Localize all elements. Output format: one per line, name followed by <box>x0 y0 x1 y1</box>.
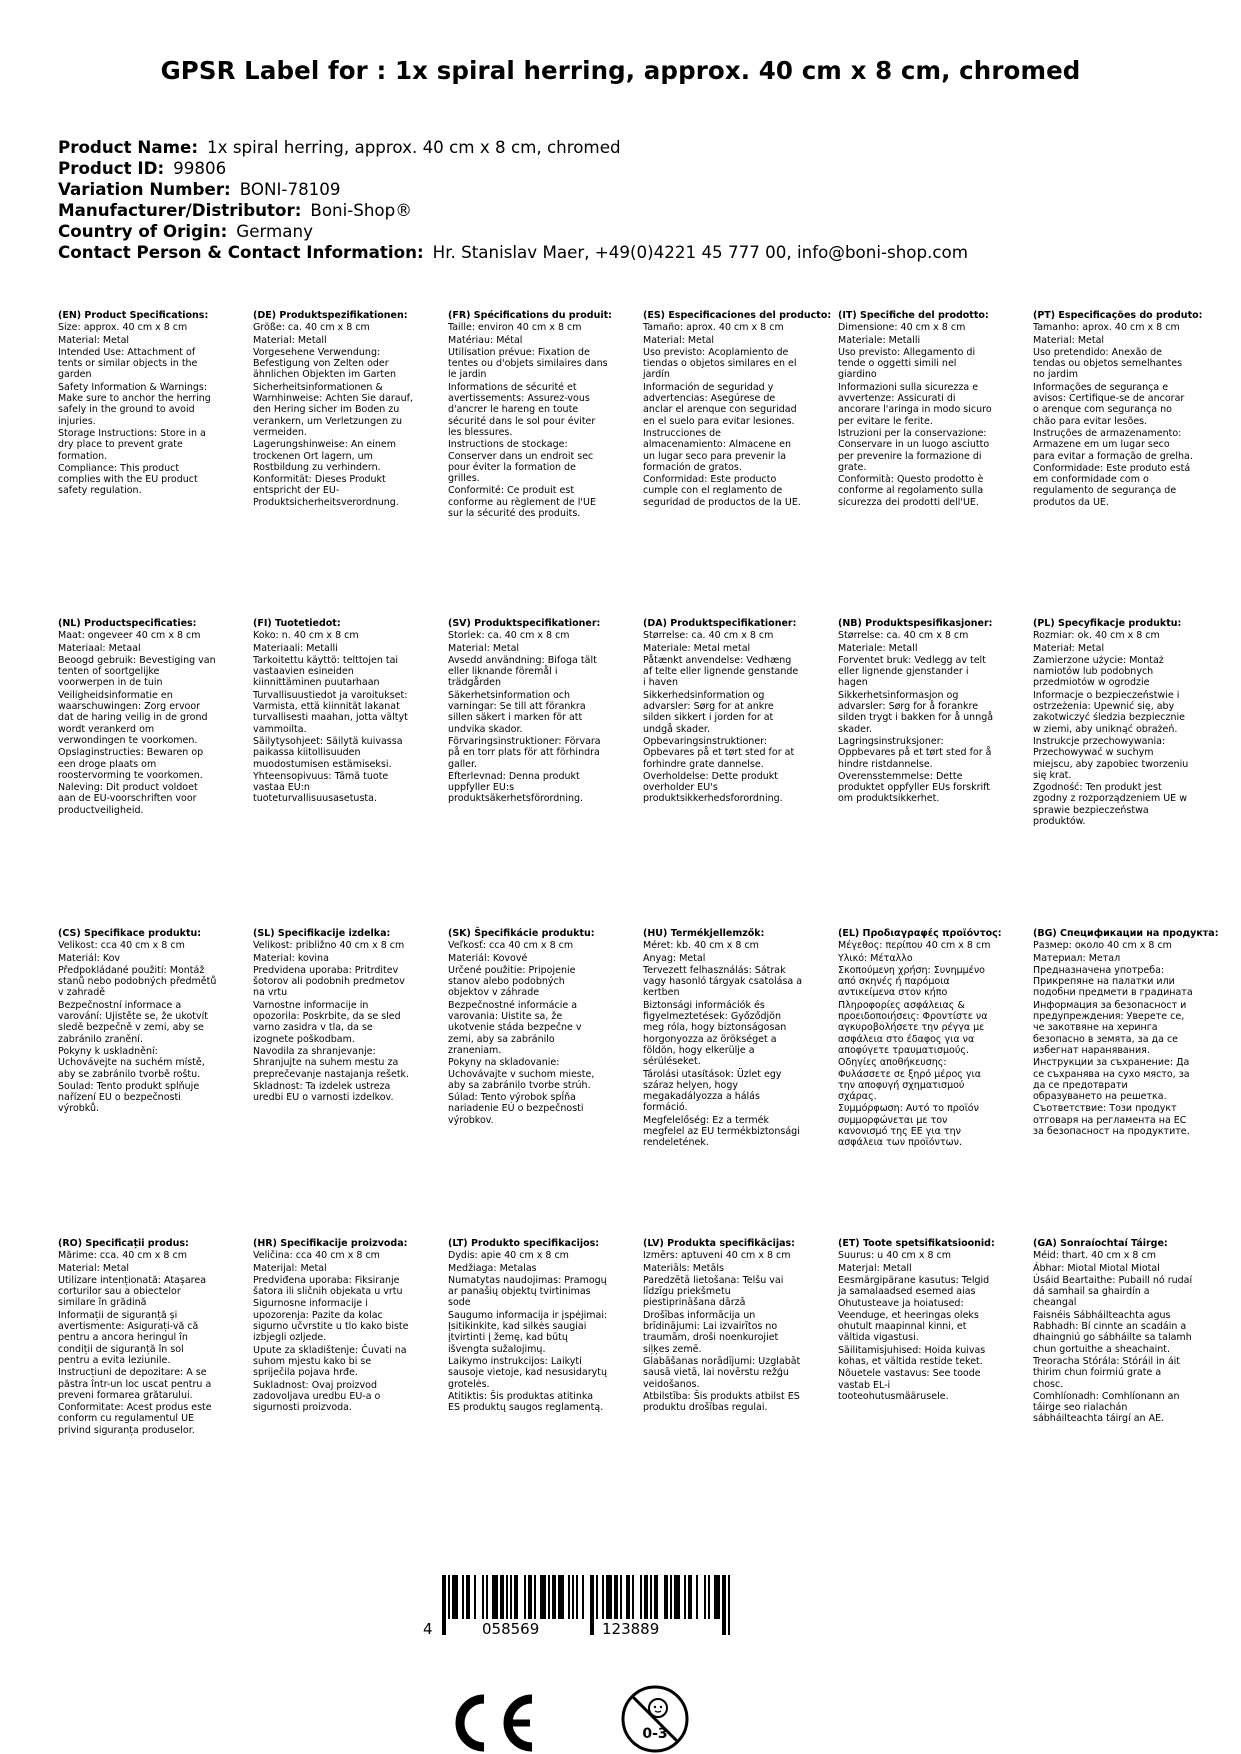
spec-line: Materiaal: Metaal <box>58 642 141 654</box>
spec-line: Informații de siguranță și avertismente: Asigurați-vă că pentru a ancora heringul în condiții de siguranță în sol pentru a evita leziunile. <box>58 1309 199 1366</box>
spec-heading: (GA) Sonraíochtaí Táirge: <box>1033 1238 1168 1249</box>
spec-line: Материал: Метал <box>1033 952 1121 964</box>
spec-line: Comhlíonadh: Comhlíonann an táirge seo rialachán sábháilteachta táirgí an AE. <box>1033 1390 1180 1425</box>
spec-line: Forventet bruk: Vedlegg av telt eller lignende gjenstander i hagen <box>838 654 986 689</box>
spec-block <box>448 928 608 1127</box>
spec-heading: (HR) Specifikacije proizvoda: <box>253 1238 408 1249</box>
spec-block <box>253 310 413 509</box>
barcode-bar <box>674 1575 680 1619</box>
info-label: Product Name: <box>58 137 199 157</box>
info-value: 1x spiral herring, approx. 40 cm x 8 cm, chromed <box>207 137 621 157</box>
spec-line: Veiligheidsinformatie en waarschuwingen: Zorg ervoor dat de haring veilig in de grond wordt verankerd om verwondingen te voorkomen. <box>58 689 208 746</box>
spec-line: Maat: ongeveer 40 cm x 8 cm <box>58 630 201 642</box>
spec-block <box>58 928 218 1116</box>
spec-heading: (EN) Product Specifications: <box>58 310 209 321</box>
barcode-bar <box>696 1575 698 1619</box>
info-value: Boni-Shop® <box>310 200 412 220</box>
info-value: Hr. Stanislav Maer, +49(0)4221 45 777 00, info@boni-shop.com <box>432 242 969 262</box>
spec-block <box>58 1238 218 1437</box>
spec-heading: (DE) Produktspezifikationen: <box>253 310 408 321</box>
spec-line: Velikost: približno 40 cm x 8 cm <box>253 940 405 952</box>
info-row <box>58 200 1198 221</box>
barcode <box>423 1575 740 1675</box>
spec-heading: (RO) Specificații produs: <box>58 1238 189 1249</box>
spec-block <box>643 1238 803 1414</box>
spec-line: Taille: environ 40 cm x 8 cm <box>448 322 582 334</box>
barcode-bar <box>482 1575 484 1619</box>
spec-line: Tárolási utasítások: Üzlet egy száraz helyen, hogy megakadályozza a hálás formáció. <box>643 1068 782 1114</box>
spec-line: Информация за безопасност и предупреждения: Уверете се, че закотвяне на херинга безопасно в земята, за да се избегнат наранявания. <box>1033 999 1187 1056</box>
spec-line: Förvaringsinstruktioner: Förvara på en torr plats för att förhindra galler. <box>448 735 601 770</box>
spec-line: Μέγεθος: περίπου 40 cm x 8 cm <box>838 940 991 952</box>
spec-line: Laikymo instrukcijos: Laikyti sausoje vietoje, kad nesusidarytų grotelės. <box>448 1355 607 1390</box>
spec-line: Faisnéis Sábháilteachta agus Rabhadh: Bí cinnte an scadáin a dhaingniú go sábháilte sa talamh chun gortuithe a sheachaint. <box>1033 1309 1192 1355</box>
spec-line: Yhteensopivuus: Tämä tuote vastaa EU:n tuoteturvallisuusasetusta. <box>253 770 389 805</box>
barcode-bar <box>486 1575 488 1619</box>
not-for-children-0-3-icon <box>620 1684 690 1754</box>
spec-line: Mărime: cca. 40 cm x 8 cm <box>58 1250 187 1262</box>
spec-line: Conformidade: Este produto está em conformidade com o regulamento de segurança de produtos da UE. <box>1033 462 1191 508</box>
spec-line: Οδηγίες αποθήκευσης: Φυλάσσετε σε ξηρό μέρος για την αποφυγή σχηματισμού σχάρας. <box>838 1057 981 1103</box>
spec-line: Veličina: cca 40 cm x 8 cm <box>253 1250 380 1262</box>
spec-line: Opslaginstructies: Bewaren op een droge plaats om roostervorming te voorkomen. <box>58 747 204 781</box>
spec-heading: (FI) Tuotetiedot: <box>253 618 341 629</box>
spec-line: Skladnost: Ta izdelek ustreza uredbi EU o varnosti izdelkov. <box>253 1080 394 1104</box>
barcode-bar <box>582 1575 584 1619</box>
spec-line: Säilytysohjeet: Säilytä kuivassa paikassa kiitollisuuden muodostumisen estämiseksi. <box>253 735 403 770</box>
spec-line: Navodila za shranjevanje: Shranjujte na suhem mestu za preprečevanje nastajanja rešetk. <box>253 1045 410 1080</box>
spec-block <box>643 310 832 509</box>
spec-line: Size: approx. 40 cm x 8 cm <box>58 322 188 334</box>
spec-block <box>448 1238 608 1414</box>
spec-line: Eesmärgipärane kasutus: Telgid ja samalaadsed esemed aias <box>838 1274 990 1298</box>
spec-line: Materiale: Metal metal <box>643 642 751 654</box>
barcode-bar <box>524 1575 526 1619</box>
spec-line: Material: Metal <box>1033 334 1105 346</box>
spec-line: Istruzioni per la conservazione: Conservare in un luogo asciutto per prevenire la formazione di grate. <box>838 427 990 473</box>
barcode-bar <box>442 1575 446 1635</box>
spec-line: Materiaali: Metalli <box>253 642 338 654</box>
info-row <box>58 242 1198 263</box>
info-row <box>58 158 1198 179</box>
spec-line: Lagerungshinweise: An einem trockenen Ort lagern, um Rostbildung zu verhindern. <box>253 439 397 473</box>
spec-line: Safety Information & Warnings: Make sure to anchor the herring safely in the ground to avoid injuries. <box>58 381 211 427</box>
product-info <box>58 137 1198 263</box>
barcode-bar <box>704 1575 706 1619</box>
spec-heading: (PL) Specyfikacje produktu: <box>1033 618 1182 629</box>
spec-line: Súlad: Tento výrobok spĺňa nariadenie EÚ o bezpečnosti výrobkov. <box>448 1092 584 1126</box>
barcode-bar <box>514 1575 518 1619</box>
spec-line: Instrucciones de almacenamiento: Almacene en un lugar seco para prevenir la formación de gratos. <box>643 427 791 473</box>
spec-line: Paredzētā lietošana: Telšu vai līdzīgu priekšmetu piestiprināšana dārzā <box>643 1274 784 1309</box>
spec-heading: (FR) Spécifications du produit: <box>448 310 612 321</box>
spec-line: Material: Metal <box>643 334 715 346</box>
barcode-bar <box>644 1575 648 1619</box>
spec-line: Efterlevnad: Denna produkt uppfyller EU:s produktsäkerhetsförordning. <box>448 770 584 805</box>
spec-line: Materiāls: Metāls <box>643 1262 724 1274</box>
spec-line: Säkerhetsinformation och varningar: Se till att förankra sillen säkert i marken för att undvika skador. <box>448 689 586 735</box>
spec-block <box>58 618 218 817</box>
barcode-bar <box>602 1575 604 1619</box>
spec-block <box>253 928 413 1104</box>
spec-line: Materiał: Metal <box>1033 642 1105 654</box>
barcode-left-group: 058569 <box>482 1620 540 1638</box>
spec-line: Utilisation prévue: Fixation de tentes ou d'objets similaires dans le jardin <box>448 346 608 381</box>
spec-line: Material: kovina <box>253 952 329 964</box>
spec-line: Upute za skladištenje: Čuvati na suhom mjestu kako bi se spriječila pojava hrđe. <box>253 1344 407 1379</box>
spec-line: Anyag: Metal <box>643 952 706 964</box>
barcode-bar <box>590 1575 594 1635</box>
spec-line: Biztonsági információk és figyelmeztetések: Győződjön meg róla, hogy biztonságosan horgonyozza az örökséget a földön, hogy elkerülje a sérüléseket. <box>643 999 787 1068</box>
spec-line: Material: Metal <box>58 1262 130 1274</box>
barcode-bar <box>558 1575 564 1619</box>
spec-line: Ábhar: Miotal Miotal Miotal <box>1033 1262 1160 1274</box>
spec-block <box>253 1238 413 1414</box>
spec-heading: (LV) Produkta specifikācijas: <box>643 1238 795 1249</box>
spec-block <box>1033 310 1203 509</box>
spec-heading: (PT) Especificações do produto: <box>1033 310 1203 321</box>
spec-line: Tamanho: aprox. 40 cm x 8 cm <box>1033 322 1180 334</box>
spec-line: Størrelse: ca. 40 cm x 8 cm <box>838 630 969 642</box>
spec-line: Säilitamisjuhised: Hoida kuivas kohas, et vältida restide teket. <box>838 1344 986 1367</box>
spec-line: Инструкции за съхранение: Да се съхранява на сухо място, за да се предотврати образуването на решетка. <box>1033 1057 1190 1103</box>
spec-line: Numatytas naudojimas: Pramogų ar panašių objektų tvirtinimas sode <box>448 1274 607 1309</box>
spec-line: Pokyny k uskladnění: Uchovávejte na suchém místě, aby se zabránilo tvorbě roštu. <box>58 1045 205 1080</box>
spec-line: Glabāšanas norādījumi: Uzglabāt sausā vietā, lai novērstu režģu veidošanos. <box>643 1355 801 1390</box>
spec-heading: (SL) Specifikacije izdelka: <box>253 928 391 939</box>
spec-line: Πληροφορίες ασφάλειας & προειδοποιήσεις: Φροντίστε να αγκυροβολήσετε την ρέγγα με ασφάλεια στο έδαφος για να αποφύγετε τραυματισμούς. <box>838 999 988 1056</box>
spec-line: Atitiktis: Šis produktas atitinka ES produktų saugos reglamentą. <box>448 1390 604 1414</box>
barcode-bar <box>548 1575 550 1619</box>
spec-block <box>448 618 608 806</box>
barcode-bar <box>576 1575 578 1619</box>
spec-line: Nõuetele vastavus: See toode vastab EL-i tooteohutusmäärusele. <box>838 1368 981 1402</box>
spec-line: Materiale: Metalli <box>838 334 921 346</box>
spec-line: Megfelelőség: Ez a termék megfelel az EU termékbiztonsági rendeletének. <box>643 1114 800 1149</box>
spec-line: Materiál: Kovové <box>448 952 528 964</box>
info-label: Manufacturer/Distributor: <box>58 200 302 220</box>
spec-line: Opbevaringsinstruktioner: Opbevares på et tørt sted for at forhindre grate dannelse. <box>643 735 795 770</box>
spec-heading: (BG) Спецификации на продукта: <box>1033 928 1219 939</box>
spec-line: Sigurnosne informacije i upozorenja: Pazite da kolac sigurno učvrstite u tlo kako biste izbjegli ozljede. <box>253 1298 409 1344</box>
spec-line: Konformität: Dieses Produkt entspricht der EU-Produktsicherheitsverordnung. <box>253 474 399 508</box>
spec-line: Material: Metal <box>448 642 520 654</box>
spec-line: Overholdelse: Dette produkt overholder EU's produktsikkerhedsforordning. <box>643 770 783 805</box>
spec-line: Lagringsinstruksjoner: Oppbevares på et tørt sted for å hindre ristdannelse. <box>838 735 992 770</box>
spec-line: Saugumo informacija ir įspėjimai: Įsitikinkite, kad silkės saugiai įtvirtinti į žemę, kad būtų išvengta sužalojimų. <box>448 1309 608 1355</box>
spec-line: Tamaño: aprox. 40 cm x 8 cm <box>643 322 784 334</box>
barcode-bar <box>650 1575 652 1619</box>
barcode-bar <box>684 1575 686 1619</box>
barcode-bar <box>708 1575 710 1619</box>
spec-line: Σκοπούμενη χρήση: Συνημμένο από σκηνές ή παρόμοια αντικείμενα στον κήπο <box>838 964 985 999</box>
barcode-bar <box>474 1575 476 1619</box>
spec-heading: (ET) Toote spetsifikatsioonid: <box>838 1238 995 1249</box>
barcode-bar <box>728 1575 730 1635</box>
spec-line: Bezpečnostné informácie a varovania: Uistite sa, že ukotvenie stáda bezpečne v zemi, aby sa zabránilo zraneniam. <box>448 999 582 1056</box>
barcode-bar <box>654 1575 658 1619</box>
barcode-bar <box>510 1575 512 1619</box>
spec-line: Sikkerhetsinformasjon og advarsler: Sørg for å forankre silden trygt i bakken for å unngå skader. <box>838 689 994 735</box>
spec-block <box>253 618 413 806</box>
spec-line: Treoracha Stórála: Stóráil in áit thirim chun foirmiú grate a chosc. <box>1033 1355 1181 1390</box>
barcode-bar <box>552 1575 556 1619</box>
spec-line: Compliance: This product complies with the EU product safety regulation. <box>58 462 198 497</box>
spec-line: Συμμόρφωση: Αυτό το προϊόν συμμορφώνεται με τον κανονισμό της ΕΕ για την ασφάλεια των προϊόντων. <box>838 1103 979 1149</box>
spec-line: Naleving: Dit product voldoet aan de EU-voorschriften voor productveiligheid. <box>58 782 198 816</box>
info-value: BONI-78109 <box>239 179 341 199</box>
spec-heading: (HU) Termékjellemzők: <box>643 928 765 939</box>
spec-line: Atbilstība: Šis produkts atbilst ES produktu drošības regulai. <box>643 1390 800 1414</box>
spec-heading: (EL) Προδιαγραφές προϊόντος: <box>838 928 1002 939</box>
spec-block <box>838 1238 998 1403</box>
spec-line: Información de seguridad y advertencias: Asegúrese de anclar el arenque con seguridad en el suelo para evitar lesiones. <box>643 381 797 427</box>
info-label: Contact Person & Contact Information: <box>58 242 424 262</box>
spec-line: Uso pretendido: Anexão de tendas ou objetos semelhantes no jardim <box>1033 346 1183 381</box>
spec-line: Méid: thart. 40 cm x 8 cm <box>1033 1250 1156 1262</box>
spec-line: Informações de segurança e avisos: Certifique-se de ancorar o arenque com segurança no chão para evitar lesões. <box>1033 381 1185 427</box>
spec-line: Veľkosť: cca 40 cm x 8 cm <box>448 940 574 952</box>
spec-line: Predviđena uporaba: Fiksiranje šatora ili sličnih objekata u vrtu <box>253 1274 403 1298</box>
spec-block <box>448 310 612 520</box>
barcode-bar <box>466 1575 470 1619</box>
spec-line: Sicherheitsinformationen & Warnhinweise: Achten Sie darauf, den Hering sicher im Boden zu verankern, um Verletzungen zu vermeiden. <box>253 381 414 438</box>
spec-line: Storlek: ca. 40 cm x 8 cm <box>448 630 570 642</box>
info-value: 99806 <box>173 158 227 178</box>
barcode-bar <box>664 1575 668 1619</box>
spec-line: Pokyny na skladovanie: Uchovávajte v suchom mieste, aby sa zabránilo tvorbe strúh. <box>448 1057 595 1091</box>
spec-line: Méret: kb. 40 cm x 8 cm <box>643 940 759 952</box>
spec-line: Drošības informācija un brīdinājumi: Lai izvairītos no traumām, droši noenkurojiet siļķes zemē. <box>643 1309 779 1355</box>
barcode-bar <box>540 1575 546 1619</box>
age-range-text: 0-3 <box>642 1726 668 1742</box>
spec-line: Rozmiar: ok. 40 cm x 8 cm <box>1033 630 1160 642</box>
spec-block <box>643 618 803 806</box>
barcode-bar <box>528 1575 532 1619</box>
info-label: Country of Origin: <box>58 221 228 241</box>
barcode-bar <box>640 1575 642 1619</box>
barcode-bar <box>688 1575 692 1619</box>
spec-block <box>1033 928 1219 1138</box>
spec-line: Съответствие: Този продукт отговаря на регламента на ЕС за безопасност на продуктите. <box>1033 1103 1190 1138</box>
spec-line: Intended Use: Attachment of tents or similar objects in the garden <box>58 346 198 381</box>
barcode-bar <box>492 1575 498 1619</box>
barcode-lead-digit: 4 <box>423 1620 433 1638</box>
spec-block <box>838 310 998 509</box>
barcode-bar <box>568 1575 570 1619</box>
spec-line: Avsedd användning: Bifoga tält eller liknande föremål i trädgården <box>448 654 597 689</box>
spec-line: Informacje o bezpieczeństwie i ostrzeżenia: Upewnić się, aby zakotwiczyć śledzia bezpiecznie w ziemi, aby uniknąć obrażeń. <box>1033 689 1186 735</box>
spec-line: Materiál: Kov <box>58 952 121 964</box>
spec-line: Predvidena uporaba: Pritrditev šotorov ali podobnih predmetov na vrtu <box>253 964 405 999</box>
spec-block <box>643 928 803 1150</box>
spec-line: Storage Instructions: Store in a dry place to prevent grate formation. <box>58 427 206 462</box>
spec-line: Instrukcje przechowywania: Przechowywać w suchym miejscu, aby zapobiec tworzeniu się krat. <box>1033 735 1189 781</box>
spec-line: Tarkoitettu käyttö: telttojen tai vastaavien esineiden kiinnittäminen puutarhaan <box>253 654 399 689</box>
spec-block <box>838 618 998 806</box>
spec-line: Conformità: Questo prodotto è conforme al regolamento sulla sicurezza dei prodotti dell'UE. <box>838 474 984 508</box>
barcode-bar <box>620 1575 622 1619</box>
spec-line: Matériau: Métal <box>448 334 523 346</box>
spec-heading: (CS) Specifikace produktu: <box>58 928 202 939</box>
spec-line: Conformidad: Este producto cumple con el reglamento de seguridad de productos de la UE. <box>643 474 801 508</box>
spec-line: Informazioni sulla sicurezza e avvertenze: Assicurati di ancorare l'aringa in modo sicuro per evitare le ferite. <box>838 381 992 427</box>
spec-line: Dimensione: 40 cm x 8 cm <box>838 322 966 334</box>
info-label: Variation Number: <box>58 179 231 199</box>
spec-line: Uso previsto: Acoplamiento de tiendas o objetos similares en el jardín <box>643 346 797 381</box>
spec-line: Úsáid Beartaithe: Pubaill nó rudaí dá samhail sa ghairdín a cheangal <box>1033 1274 1193 1309</box>
spec-line: Dydis: apie 40 cm x 8 cm <box>448 1250 569 1262</box>
spec-line: Zgodność: Ten produkt jest zgodny z rozporządzeniem UE w sprawie bezpieczeństwa produktów. <box>1033 782 1187 828</box>
barcode-bar <box>596 1575 598 1619</box>
barcode-bar <box>452 1575 458 1619</box>
barcode-bar <box>572 1575 574 1619</box>
spec-block <box>1033 1238 1193 1426</box>
barcode-bar <box>448 1575 450 1619</box>
barcode-bars-icon <box>430 1575 740 1635</box>
spec-line: Material: Metall <box>253 334 327 346</box>
spec-line: Conformité: Ce produit est conforme au règlement de l'UE sur la sécurité des produits. <box>448 485 596 520</box>
spec-line: Υλικό: Μέταλλο <box>838 952 913 964</box>
spec-line: Materiale: Metall <box>838 642 918 654</box>
spec-heading: (SK) Špecifikácie produktu: <box>448 928 595 939</box>
spec-line: Turvallisuustiedot ja varoitukset: Varmista, että kiinnität lakanat turvallisesti maahan, jotta vältyt vammoilta. <box>253 689 408 735</box>
barcode-bar <box>606 1575 612 1619</box>
spec-line: Sukladnost: Ovaj proizvod zadovoljava uredbu EU-a o sigurnosti proizvoda. <box>253 1379 381 1414</box>
spec-line: Koko: n. 40 cm x 8 cm <box>253 630 359 642</box>
spec-block <box>58 310 218 498</box>
spec-heading: (ES) Especificaciones del producto: <box>643 310 832 321</box>
spec-line: Izmērs: aptuveni 40 cm x 8 cm <box>643 1250 791 1262</box>
spec-line: Beoogd gebruik: Bevestiging van tenten of soortgelijke voorwerpen in de tuin <box>58 654 216 689</box>
info-row <box>58 221 1198 242</box>
spec-line: Conformitate: Acest produs este conform cu regulamentul UE privind siguranța produselor. <box>58 1402 212 1436</box>
info-label: Product ID: <box>58 158 165 178</box>
barcode-bar <box>722 1575 726 1635</box>
spec-line: Material: Metal <box>58 334 130 346</box>
spec-line: Vorgesehene Verwendung: Befestigung von Zelten oder ähnlichen Objekten im Garten <box>253 346 396 381</box>
spec-heading: (SV) Produktspecifikationer: <box>448 618 601 629</box>
spec-line: Bezpečnostní informace a varování: Ujistěte se, že ukotvít sledě bezpečně v zemi, aby se zabránilo zranění. <box>58 999 209 1045</box>
spec-line: Materijal: Metal <box>253 1262 327 1274</box>
spec-block <box>838 928 1002 1150</box>
spec-heading: (DA) Produktspecifikationer: <box>643 618 797 629</box>
info-value: Germany <box>236 221 313 241</box>
page-title: GPSR Label for : 1x spiral herring, approx. 40 cm x 8 cm, chromed <box>160 56 1081 85</box>
barcode-bar <box>626 1575 630 1619</box>
spec-line: Påtænkt anvendelse: Vedhæng af telte eller lignende genstande i haven <box>643 654 799 689</box>
spec-line: Предназначена употреба: Прикрепяне на палатки или подобни предмети в градината <box>1033 964 1193 999</box>
barcode-bar <box>534 1575 536 1619</box>
spec-line: Размер: около 40 cm x 8 cm <box>1033 940 1172 952</box>
spec-heading: (IT) Specifiche del prodotto: <box>838 310 989 321</box>
spec-heading: (NL) Productspecificaties: <box>58 618 197 629</box>
spec-line: Instruções de armazenamento: Armazene em um lugar seco para evitar a formação de grelha. <box>1033 427 1193 462</box>
spec-line: Instructions de stockage: Conserver dans un endroit sec pour éviter la formation de grilles. <box>448 439 594 485</box>
barcode-right-group: 123889 <box>602 1620 660 1638</box>
spec-line: Varnostne informacije in opozorila: Poskrbite, da se sled varno zasidra v tla, da se izognete poškodbam. <box>253 999 401 1045</box>
spec-line: Zamierzone użycie: Montaż namiotów lub podobnych przedmiotów w ogrodzie <box>1033 654 1164 689</box>
spec-line: Velikost: cca 40 cm x 8 cm <box>58 940 185 952</box>
spec-line: Størrelse: ca. 40 cm x 8 cm <box>643 630 774 642</box>
spec-line: Instrucțiuni de depozitare: A se păstra într-un loc uscat pentru a preveni formarea grătarului. <box>58 1367 212 1401</box>
spec-line: Größe: ca. 40 cm x 8 cm <box>253 322 370 334</box>
barcode-bar <box>632 1575 634 1619</box>
spec-heading: (NB) Produktspesifikasjoner: <box>838 618 993 629</box>
barcode-bar <box>500 1575 504 1619</box>
spec-line: Overensstemmelse: Dette produktet oppfyller EUs forskrift om produktsikkerhet. <box>838 770 991 805</box>
info-row <box>58 179 1198 200</box>
barcode-bar <box>614 1575 618 1619</box>
info-row <box>58 137 1198 158</box>
barcode-bar <box>462 1575 464 1619</box>
barcode-bar <box>670 1575 672 1619</box>
spec-line: Ohutusteave ja hoiatused: Veenduge, et heeringas oleks ohutult maapinnal kinni, et vältida vigastusi. <box>838 1298 979 1344</box>
spec-line: Suurus: u 40 cm x 8 cm <box>838 1250 951 1262</box>
spec-line: Soulad: Tento produkt splňuje nařízení EU o bezpečnosti výrobků. <box>58 1080 200 1115</box>
spec-line: Informations de sécurité et avertissements: Assurez-vous d'ancrer le hareng en toute sécurité dans le sol pour éviter les blessures. <box>448 381 596 438</box>
spec-line: Utilizare intenționată: Atașarea corturilor sau a obiectelor similare în grădină <box>58 1274 207 1309</box>
ce-mark-icon <box>448 1693 538 1753</box>
spec-block <box>1033 618 1193 828</box>
spec-line: Tervezett felhasználás: Sátrak vagy hasonló tárgyak csatolása a kertben <box>643 964 803 999</box>
spec-line: Materjal: Metall <box>838 1262 912 1274</box>
spec-line: Uso previsto: Allegamento di tende o oggetti simili nel giardino <box>838 346 976 381</box>
barcode-bar <box>506 1575 508 1619</box>
barcode-bar <box>714 1575 720 1619</box>
spec-heading: (LT) Produkto specifikacijos: <box>448 1238 600 1249</box>
spec-line: Předpokládané použití: Montáž stanů nebo podobných předmětů v zahradě <box>58 964 217 999</box>
spec-line: Určené použitie: Pripojenie stanov alebo podobných objektov v záhrade <box>448 964 576 999</box>
spec-line: Medžiaga: Metalas <box>448 1262 537 1274</box>
spec-line: Sikkerhedsinformation og advarsler: Sørg for at ankre silden sikkert i jorden for at undgå skader. <box>643 689 774 735</box>
